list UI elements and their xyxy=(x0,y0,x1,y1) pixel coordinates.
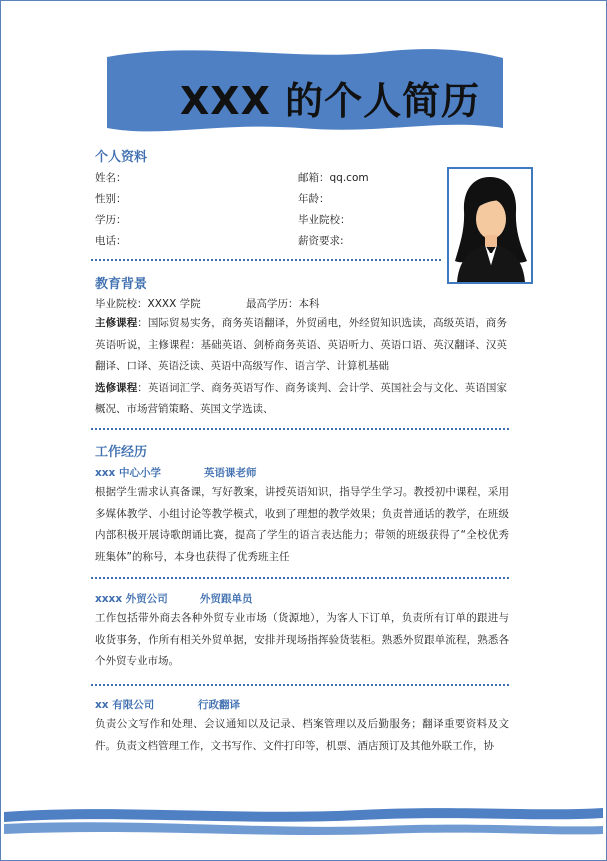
job-3-company: xx 有限公司 xyxy=(95,699,155,711)
job-1-role: 英语课老师 xyxy=(204,467,257,479)
education-heading: 教育背景 xyxy=(95,277,148,292)
bottom-wave xyxy=(0,800,607,861)
personal-age: 年龄： xyxy=(298,193,330,205)
personal-heading: 个人资料 xyxy=(95,150,148,165)
elective-courses-label: 选修课程 xyxy=(95,381,138,394)
personal-salary: 薪资要求: xyxy=(298,235,344,247)
elective-courses: ：英语词汇学、商务英语写作、商务谈判、会计学、英国社会与文化、英语国家概况、市场营销策略、英国文学选读、 xyxy=(95,381,508,415)
personal-school: 毕业院校： xyxy=(298,214,351,226)
job-2-description: 工作包括带外商去各种外贸专业市场（货源地），为客人下订单，负责所有订单的跟进与收货事务，作所有相关外贸单据，安排并现场指挥验货装柜。熟悉外贸跟单流程，熟悉各个外贸专业市场。 xyxy=(95,612,509,667)
work-heading: 工作经历 xyxy=(95,445,148,460)
main-courses: ：国际贸易实务，商务英语翻译，外贸函电，外经贸知识选读，高级英语，商务英语听说，主修课程：基础英语、剑桥商务英语、英语听力、英语口语、英汉翻译、汉英翻译、口译、英语泛读、英语中高级写作、语言学、计算机基础 xyxy=(95,317,508,372)
woman-avatar-icon xyxy=(449,169,531,282)
personal-phone: 电话： xyxy=(95,235,127,247)
job-2-role: 外贸跟单员 xyxy=(200,593,253,605)
separator xyxy=(91,684,509,686)
job-1-company: xxx 中心小学 xyxy=(95,467,161,479)
job-2-company: xxxx 外贸公司 xyxy=(95,593,168,605)
separator xyxy=(91,428,509,430)
job-3-description: 负责公文写作和处理、会议通知以及记录、档案管理以及后勤服务；翻译重要资料及文件。负责文档管理工作，文书写作、文件打印等，机票、酒店预订及其他外联工作，协 xyxy=(95,718,509,752)
personal-education: 学历： xyxy=(95,214,127,226)
main-courses-label: 主修课程 xyxy=(95,317,138,329)
education-school: 毕业院校：XXXX 学院 xyxy=(95,298,201,310)
separator xyxy=(91,259,441,261)
personal-gender: 性别： xyxy=(95,193,127,205)
personal-name: 姓名： xyxy=(95,172,127,184)
page-title: XXX 的个人简历 xyxy=(180,79,481,123)
job-3-role: 行政翻译 xyxy=(198,699,240,711)
separator xyxy=(91,577,509,579)
profile-photo xyxy=(447,167,533,284)
job-1-description: 根据学生需求认真备课，写好教案，讲授英语知识，指导学生学习。教授初中课程，采用多媒体教学、小组讨论等教学模式，收到了理想的教学效果；负责普通话的教学，在班级内部积极开展诗歌朗诵比赛，提高了学生的语言表达能力；带领的班级获得了“全校优秀班集体”的称号，本身也获得了优秀班主任 xyxy=(95,486,509,563)
education-degree: 最高学历：本科 xyxy=(246,298,320,310)
education-courses xyxy=(95,313,507,421)
personal-email: 邮箱：qq.com xyxy=(298,172,369,184)
